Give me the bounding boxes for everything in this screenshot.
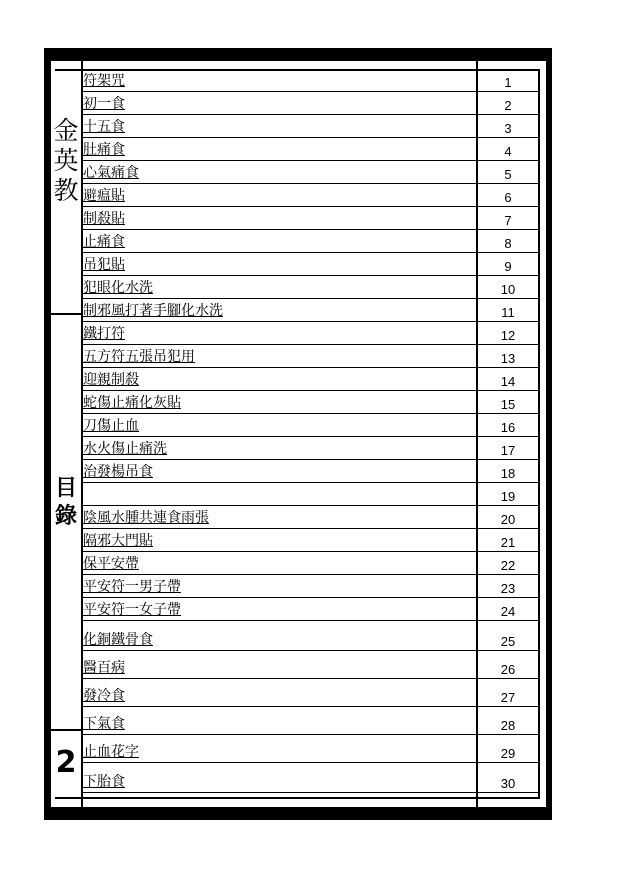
toc-entry-page: 11 (501, 305, 515, 320)
toc-entry-label: 制殺貼 (83, 211, 125, 227)
toc-entry-label: 鐵打符 (83, 326, 125, 342)
toc-entry-page: 9 (504, 259, 512, 274)
side-column (51, 61, 83, 807)
section-title-char: 錄 (54, 504, 77, 529)
toc-entry-page: 5 (504, 167, 512, 182)
toc-entry-page: 13 (500, 351, 516, 366)
toc-row (81, 506, 538, 529)
toc-row (81, 253, 538, 276)
toc-entry-label: 十五食 (83, 119, 125, 135)
toc-entry-page: 30 (500, 776, 516, 791)
toc-row (81, 437, 538, 460)
toc-row (81, 69, 538, 92)
toc-row (81, 763, 538, 793)
toc-entry-page: 19 (500, 489, 516, 504)
section-title (51, 475, 81, 531)
toc-entry-label: 止痛食 (83, 234, 125, 250)
toc-row (81, 621, 538, 651)
toc-entry-page: 26 (500, 662, 516, 677)
toc-row (81, 345, 538, 368)
toc-row (81, 276, 538, 299)
toc-table (81, 61, 538, 807)
toc-entry-label: 下胎食 (83, 774, 125, 790)
toc-entry-page: 14 (500, 374, 516, 389)
toc-entry-page: 24 (500, 604, 516, 619)
toc-entry-label: 平安符一男子帶 (83, 579, 181, 595)
toc-entry-label: 醫百病 (83, 660, 125, 676)
toc-row (81, 575, 538, 598)
toc-row (81, 115, 538, 138)
toc-row (81, 92, 538, 115)
toc-row (81, 161, 538, 184)
toc-entry-page: 20 (500, 512, 516, 527)
side-divider (51, 729, 81, 731)
page-frame (44, 48, 552, 820)
toc-row (81, 707, 538, 735)
toc-row (81, 651, 538, 679)
toc-row (81, 138, 538, 161)
section-title-char: 目 (54, 476, 77, 501)
toc-row (81, 368, 538, 391)
side-divider (51, 313, 81, 315)
toc-entry-page: 25 (500, 634, 516, 649)
toc-row (81, 184, 538, 207)
toc-entry-label: 隔邪大門貼 (83, 533, 153, 549)
toc-entry-page: 4 (504, 144, 512, 159)
toc-entry-page: 16 (500, 420, 516, 435)
toc-entry-page: 2 (504, 98, 512, 113)
toc-row (81, 735, 538, 763)
toc-entry-label: 犯眼化水洗 (83, 280, 153, 296)
toc-entry-label: 初一食 (83, 96, 125, 112)
toc-entry-label: 蛇傷止痛化灰貼 (83, 395, 181, 411)
toc-entry-label: 刀傷止血 (83, 418, 139, 434)
book-title-char: 英 (53, 146, 79, 175)
toc-entry-page: 1 (504, 75, 512, 90)
toc-entry-page: 7 (504, 213, 512, 228)
book-title (51, 116, 81, 206)
page-number: 2 (55, 745, 77, 780)
toc-entry-page: 27 (500, 690, 516, 705)
toc-entry-label: 制邪風打著手腳化水洗 (83, 303, 223, 319)
toc-entry-page: 10 (500, 282, 516, 297)
toc-row (81, 598, 538, 621)
toc-entry-label: 五方符五張吊犯用 (83, 349, 195, 365)
toc-row (81, 552, 538, 575)
toc-row (81, 414, 538, 437)
toc-entry-label: 發冷食 (83, 688, 125, 704)
toc-row (81, 299, 538, 322)
toc-entry-label: 肚痛食 (83, 142, 125, 158)
toc-entry-page: 18 (500, 466, 516, 481)
toc-entry-page: 12 (500, 328, 516, 343)
toc-entry-page: 15 (500, 397, 516, 412)
toc-entry-label: 止血花字 (83, 744, 139, 760)
toc-entry-page: 23 (500, 581, 516, 596)
toc-entry-label: 下氣食 (83, 716, 125, 732)
toc-entry-label: 治發楊吊食 (83, 464, 153, 480)
toc-row (81, 529, 538, 552)
book-title-char: 金 (53, 116, 79, 145)
toc-entry-label: 化銅鐵骨食 (83, 632, 153, 648)
toc-entry-page: 21 (500, 535, 516, 550)
toc-entry-page: 28 (500, 718, 516, 733)
toc-row (81, 679, 538, 707)
toc-entry-page: 29 (500, 746, 516, 761)
toc-row (81, 322, 538, 345)
toc-entry-page: 17 (500, 443, 516, 458)
toc-entry-label: 陰風水腫共連食雨張 (83, 510, 209, 526)
toc-entry-label: 避瘟貼 (83, 188, 125, 204)
book-title-char: 教 (53, 176, 79, 205)
toc-entry-label: 迎親制殺 (83, 372, 139, 388)
toc-entry-page: 6 (504, 190, 512, 205)
toc-entry-label: 符架咒 (83, 73, 125, 89)
toc-entry-page: 8 (504, 236, 512, 251)
toc-row (81, 483, 538, 506)
toc-row (81, 460, 538, 483)
toc-entry-label: 水火傷止痛洗 (83, 441, 167, 457)
toc-entry-label: 吊犯貼 (83, 257, 125, 273)
toc-row (81, 391, 538, 414)
toc-entry-label: 心氣痛食 (83, 165, 139, 181)
page-content (51, 61, 546, 807)
toc-row (81, 230, 538, 253)
toc-entry-label: 平安符一女子帶 (83, 602, 181, 618)
toc-entry-label: 保平安帶 (83, 556, 139, 572)
toc-entry-page: 22 (500, 558, 516, 573)
toc-entry-page: 3 (504, 121, 512, 136)
toc-row (81, 207, 538, 230)
